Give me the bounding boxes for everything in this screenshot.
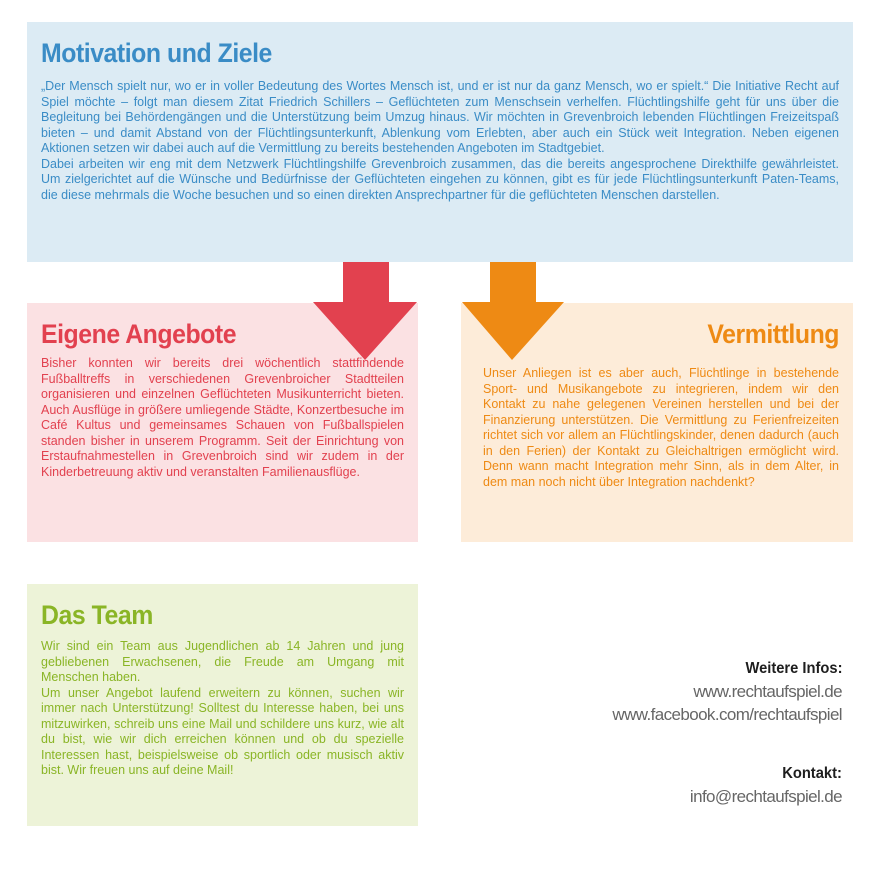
motivation-section bbox=[27, 22, 853, 262]
team-heading: Das Team bbox=[41, 600, 153, 630]
kontakt-block bbox=[690, 765, 842, 807]
motivation-heading: Motivation und Ziele bbox=[41, 38, 272, 68]
weitere-infos-block bbox=[612, 660, 842, 725]
website-link[interactable]: www.rechtaufspiel.de bbox=[693, 682, 842, 701]
team-paragraph-2: Um unser Angebot laufend erweitern zu können, suchen wir immer nach Unterstützung! Solltest du Interesse haben, bei uns mitzuwirken, schreib uns eine Mail und schildere uns kurz, wie alt du bist, wie wir dich erreichen können und ob du spezielle Interessen hast, beispielsweise ob sportlich oder musisch aktiv bist. Wir freuen uns auf deine Mail! bbox=[41, 685, 404, 777]
email-link[interactable]: info@rechtaufspiel.de bbox=[689, 787, 842, 806]
motivation-paragraph-2: Dabei arbeiten wir eng mit dem Netzwerk Flüchtlingshilfe Grevenbroich zusammen, das die bereits angesprochene Direkthilfe gewährleistet. Um zielgerichtet auf die Wünsche und Bedürfnisse der Geflüchteten eingehen zu können, gibt es für jede Flüchtlingsunterkunft Paten-Teams, die diese mehrmals die Woche besuchen und so einen direkten Ansprechpartner für die geflüchteten Menschen darstellen. bbox=[41, 156, 839, 202]
eigene-angebote-text: Bisher konnten wir bereits drei wöchentlich stattfindende Fußballtreffs in verschiedenen Grevenbroicher Stadtteilen organisieren und einzelnen Geflüchteten Musikunterricht bieten. Auch Ausflüge in größere umliegende Städte, Konzertbesuche im Café Kultus und gemeinsames Schauen von Fußballspielen standen bisher in unserem Programm. Seit der Einrichtung von Erstaufnahmestellen in Grevenbroich sind wir zudem in der Kinderbetreuung aktiv und veranstalten Familienausflüge. bbox=[41, 356, 404, 479]
team-section bbox=[27, 584, 418, 826]
red-down-arrow-icon bbox=[313, 262, 417, 360]
orange-down-arrow-icon bbox=[462, 262, 566, 360]
facebook-link[interactable]: www.facebook.com/rechtaufspiel bbox=[612, 705, 842, 724]
weitere-infos-label: Weitere Infos: bbox=[744, 660, 842, 677]
eigene-angebote-heading: Eigene Angebote bbox=[41, 319, 237, 349]
team-paragraph-1: Wir sind ein Team aus Jugendlichen ab 14 Jahren und jung gebliebenen Erwachsenen, die Freude am Umgang mit Menschen haben. bbox=[41, 639, 404, 684]
kontakt-label: Kontakt: bbox=[782, 765, 842, 782]
vermittlung-text: Unser Anliegen ist es aber auch, Flüchtlinge in bestehende Sport- und Musikangebote zu integrieren, indem wir den Kontakt zu nahe gelegenen Vereinen herstellen und bei der Finanzierung unterstützen. Die Vermittlung zu Ferienfreizeiten richtet sich vor allem an Flüchtlingskinder, denen dadurch (auch in den Ferien) der Kontakt zu Gleichaltrigen ermöglicht wird. Denn wann macht Integration mehr Sinn, als in dem Alter, in dem man noch nicht über Integration nachdenkt? bbox=[483, 366, 839, 489]
vermittlung-heading: Vermittlung bbox=[707, 319, 839, 349]
motivation-paragraph-1: „Der Mensch spielt nur, wo er in voller Bedeutung des Wortes Mensch ist, und er ist nur da ganz Mensch, wo er spielt.“ Die Initiative Recht auf Spiel möchte – folgt man diesem Zitat Friedrich Schillers – Geflüchteten zum Menschsein verhelfen. Flüchtlingshilfe geht für uns über die Begleitung bei Behördengängen und die Unterstützung beim Umzug hinaus. Wir möchten in Grevenbroich lebenden Flüchtlingen Freizeitspaß bieten – und damit Abstand von der Flüchtlingsunterkunft, Ablenkung vom Erlebten, aber auch ein Stück weit Integration. Neben eigenen Aktionen setzen wir dabei auch auf die Vermittlung zu bereits bestehenden Angeboten im Stadtgebiet. bbox=[41, 79, 839, 155]
